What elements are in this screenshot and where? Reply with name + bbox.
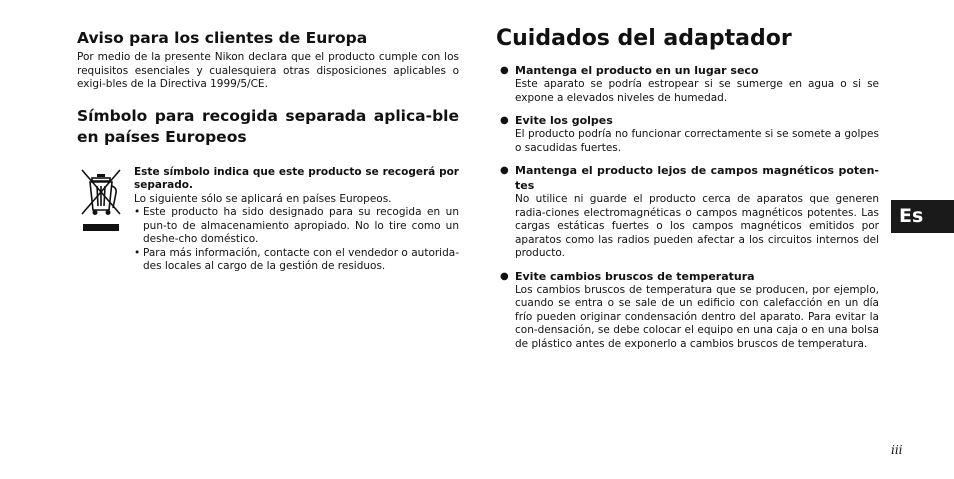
symbol-bullet-item: • Para más información, contacte con el vendedor o autorida-des locales al cargo de la gestión de residuos. (134, 247, 459, 274)
page-number: iii (891, 443, 903, 457)
separate-collection-block (77, 166, 459, 274)
care-item (496, 269, 879, 352)
care-item-text: Este aparato se podría estropear si se sumerge en agua o si se expone a elevados niveles de humedad. (515, 78, 879, 104)
bullet-icon: ● (500, 165, 509, 176)
symbol-bullet-list (134, 206, 459, 274)
care-item-text: Los cambios bruscos de temperatura que se producen, por ejemplo, cuando se entra o se sale de un edificio con calefacción en un día frío pueden originar condensación dentro del aparato. Para evitar la con-densación, se debe colocar el equipo en una caja o en una bolsa de plástico antes de exponerlo a cambios bruscos de temperatura. (515, 283, 879, 350)
bullet-icon: ● (500, 115, 509, 126)
care-item-heading: Mantenga el producto en un lugar seco (515, 64, 759, 77)
europe-notice-text: Por medio de la presente Nikon declara que el producto cumple con los requisitos esenciales y cualesquiera otras disposiciones aplicables o exigi-bles de la Directiva 1999/5/CE. (77, 51, 459, 90)
symbol-bullet-item: • Este producto ha sido designado para su recogida en un pun-to de almacenamiento apropiado. No lo tire como un deshe-cho doméstico. (134, 206, 459, 247)
separate-collection-heading: Símbolo para recogida separada aplica-ble en países Europeos (77, 106, 459, 146)
separate-collection-text (134, 166, 459, 274)
bullet-icon: ● (500, 65, 509, 76)
care-item-text: El producto podría no funcionar correctamente si se somete a golpes o sacudidas fuertes. (515, 128, 879, 154)
care-item (496, 63, 879, 105)
page-title: Cuidados del adaptador (496, 26, 792, 51)
care-item-heading: Evite los golpes (515, 114, 613, 127)
care-item-heading: Mantenga el producto lejos de campos magnéticos poten-tes (515, 164, 879, 192)
crossed-out-wheelie-bin-icon (77, 166, 125, 274)
care-item (496, 163, 879, 261)
right-column (496, 24, 879, 351)
care-item (496, 113, 879, 155)
language-tab: Es (891, 200, 954, 233)
left-column (77, 28, 459, 274)
symbol-lead-text: Este símbolo indica que este producto se recogerá por separado. (134, 165, 459, 191)
symbol-note-text: Lo siguiente sólo se aplicará en países Europeos. (134, 192, 392, 205)
care-item-text: No utilice ni guarde el producto cerca de aparatos que generen radia-ciones electromagnéticas o campos magnéticos potentes. Las cargas estáticas fuertes o los campos magnéticos emitidos por aparatos como las radios pueden afectar a los circuitos internos del producto. (515, 193, 879, 259)
care-item-heading: Evite cambios bruscos de temperatura (515, 269, 755, 283)
europe-notice-heading: Aviso para los clientes de Europa (77, 29, 368, 47)
bullet-icon: ● (500, 270, 509, 282)
